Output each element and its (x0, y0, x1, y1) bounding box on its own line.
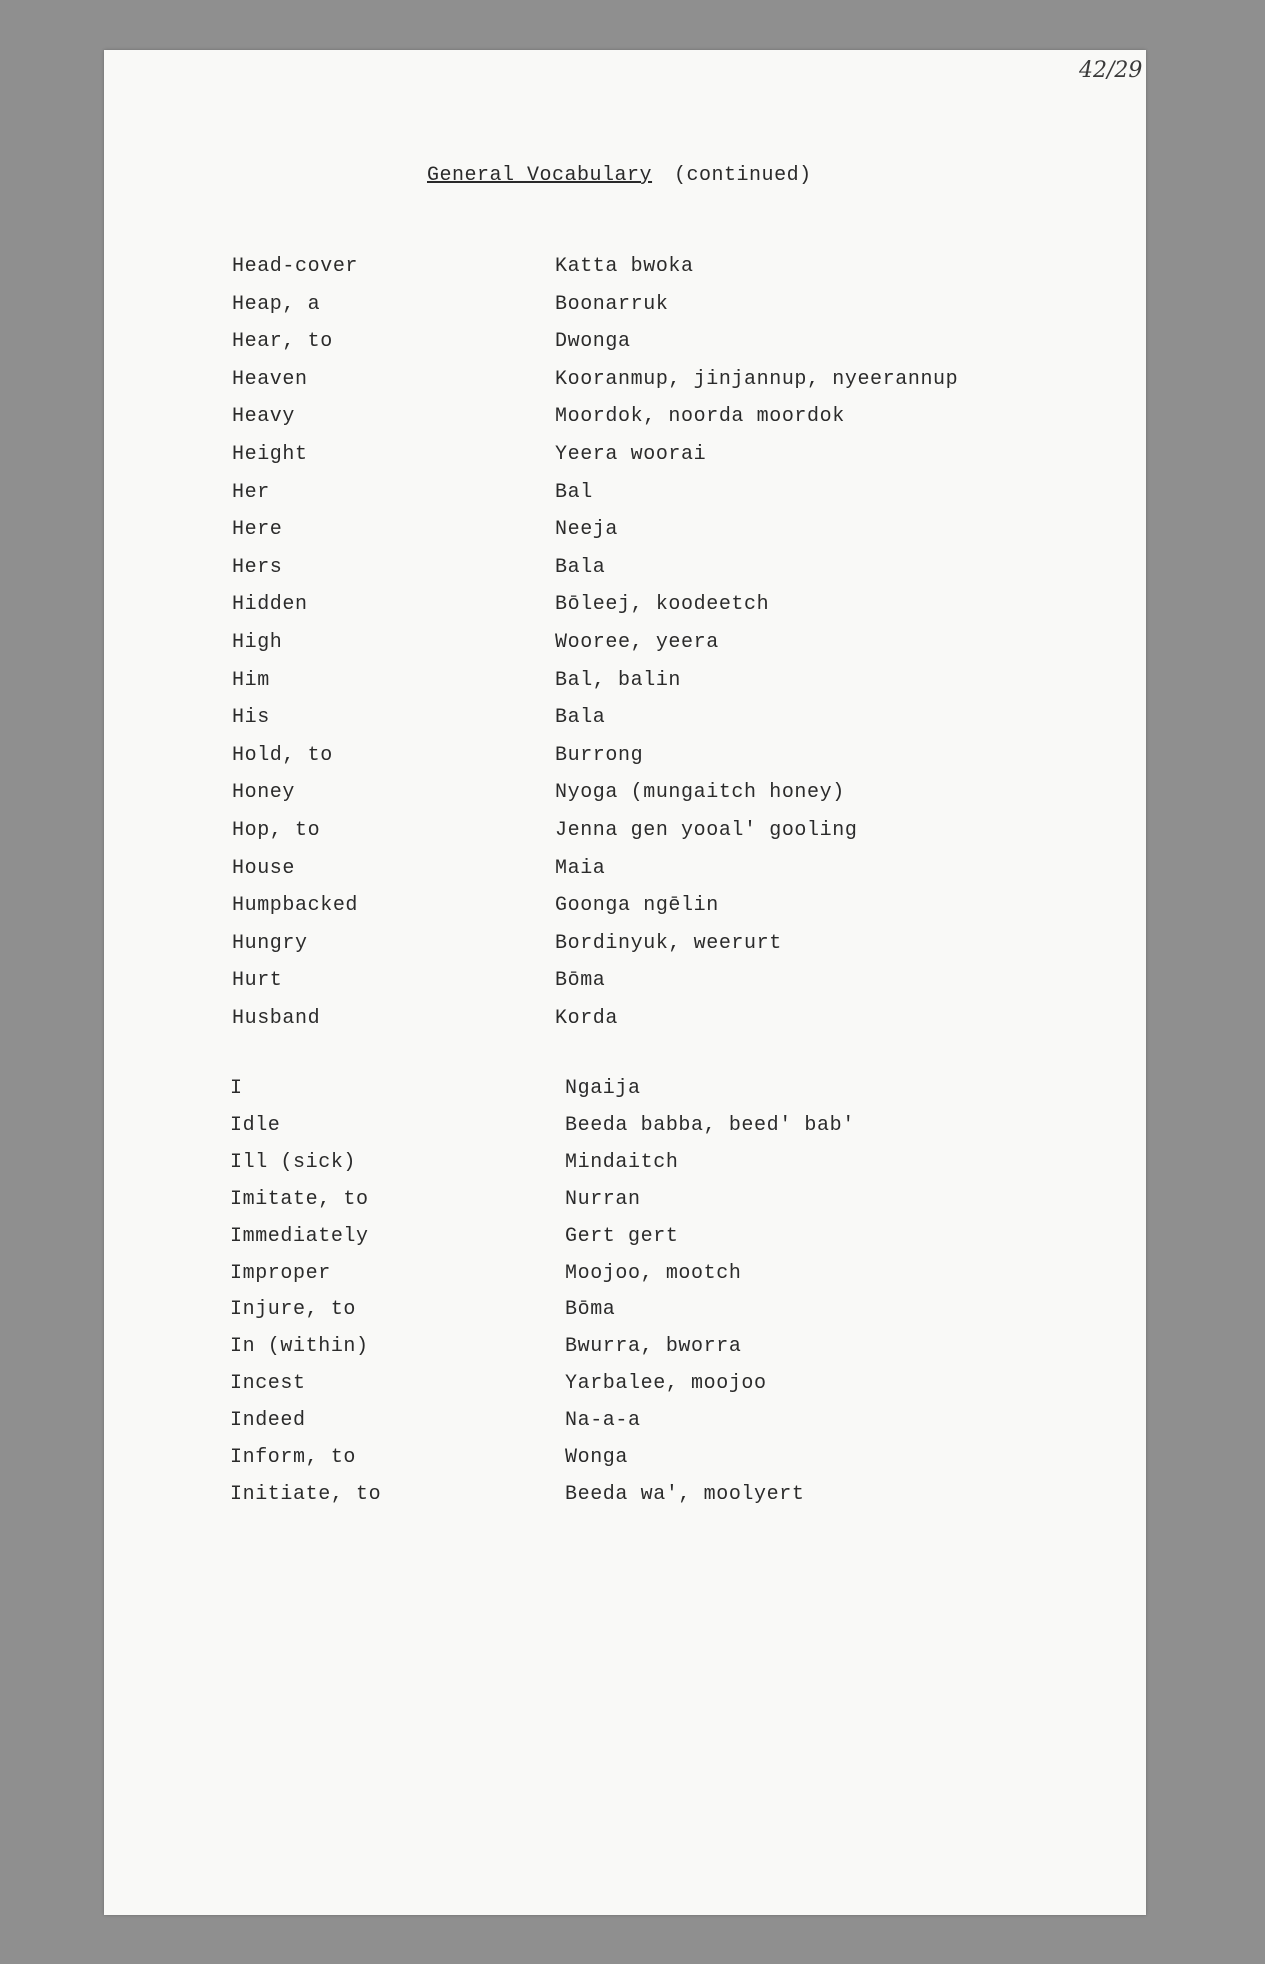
vocab-translation: Dwonga (555, 330, 631, 353)
vocab-translation: Nyoga (mungaitch honey) (555, 781, 845, 804)
document-page (104, 50, 1146, 1915)
vocab-term: Immediately (230, 1225, 369, 1248)
vocab-translation: Korda (555, 1007, 619, 1030)
vocab-entry (104, 894, 1146, 924)
vocab-entry (104, 368, 1146, 398)
vocab-term: Ill (sick) (230, 1151, 357, 1174)
vocab-entry (104, 1372, 1146, 1402)
vocab-entry (104, 405, 1146, 435)
vocab-term: Heavy (232, 405, 296, 428)
vocab-entry (104, 556, 1146, 586)
vocab-term: Indeed (230, 1409, 306, 1432)
vocab-translation: Bōleej, koodeetch (555, 593, 770, 616)
vocab-term: Hold, to (232, 744, 333, 767)
vocab-term: Idle (230, 1114, 281, 1137)
vocab-translation: Ngaija (565, 1077, 641, 1100)
vocab-translation: Goonga ngēlin (555, 894, 719, 917)
vocab-entry (104, 1298, 1146, 1328)
vocab-term: High (232, 631, 283, 654)
vocab-entry (104, 1262, 1146, 1292)
vocab-entry (104, 1409, 1146, 1439)
vocab-term: Hurt (232, 969, 283, 992)
vocab-term: Honey (232, 781, 296, 804)
vocab-entry (104, 1483, 1146, 1513)
vocab-entry (104, 744, 1146, 774)
vocab-entry (104, 669, 1146, 699)
vocab-entry (104, 481, 1146, 511)
vocab-entry (104, 1188, 1146, 1218)
vocab-entry (104, 1007, 1146, 1037)
vocab-entry (104, 932, 1146, 962)
vocab-entry (104, 1335, 1146, 1365)
vocab-term: I (230, 1077, 243, 1100)
vocab-entry (104, 443, 1146, 473)
vocab-entry (104, 631, 1146, 661)
vocab-translation: Bala (555, 556, 606, 579)
vocab-term: Height (232, 443, 308, 466)
vocab-entry (104, 1114, 1146, 1144)
vocab-translation: Bal, balin (555, 669, 682, 692)
vocab-translation: Maia (555, 857, 606, 880)
vocab-term: Incest (230, 1372, 306, 1395)
vocab-translation: Nurran (565, 1188, 641, 1211)
vocab-term: Initiate, to (230, 1483, 382, 1506)
vocab-term: Improper (230, 1262, 331, 1285)
page-title: General Vocabulary (427, 164, 653, 187)
vocab-entry (104, 293, 1146, 323)
vocab-term: Imitate, to (230, 1188, 369, 1211)
vocab-entry (104, 857, 1146, 887)
vocab-term: Head-cover (232, 255, 359, 278)
vocab-translation: Neeja (555, 518, 619, 541)
vocab-translation: Beeda wa', moolyert (565, 1483, 805, 1506)
vocab-translation: Gert gert (565, 1225, 679, 1248)
vocab-term: Heaven (232, 368, 308, 391)
vocab-term: Inform, to (230, 1446, 357, 1469)
vocab-entry (104, 1446, 1146, 1476)
vocab-translation: Bordinyuk, weerurt (555, 932, 782, 955)
vocab-translation: Bōma (565, 1298, 616, 1321)
vocab-translation: Beeda babba, beed' bab' (565, 1114, 855, 1137)
vocab-translation: Moojoo, mootch (565, 1262, 742, 1285)
vocabulary-list (104, 50, 1146, 1915)
vocab-entry (104, 969, 1146, 999)
vocab-term: His (232, 706, 270, 729)
vocab-entry (104, 593, 1146, 623)
vocab-translation: Yarbalee, moojoo (565, 1372, 767, 1395)
vocab-translation: Burrong (555, 744, 644, 767)
vocab-term: Injure, to (230, 1298, 357, 1321)
vocab-term: House (232, 857, 296, 880)
vocab-translation: Bal (555, 481, 593, 504)
vocab-translation: Wonga (565, 1446, 629, 1469)
vocab-entry (104, 255, 1146, 285)
vocab-entry (104, 330, 1146, 360)
vocab-translation: Yeera woorai (555, 443, 707, 466)
vocab-translation: Na-a-a (565, 1409, 641, 1432)
vocab-translation: Mindaitch (565, 1151, 679, 1174)
vocab-translation: Moordok, noorda moordok (555, 405, 845, 428)
vocab-translation: Bōma (555, 969, 606, 992)
vocab-translation: Jenna gen yooal' gooling (555, 819, 858, 842)
vocab-term: Hungry (232, 932, 308, 955)
vocab-translation: Bala (555, 706, 606, 729)
vocab-term: Heap, a (232, 293, 321, 316)
page-number: 42/29 (1079, 58, 1143, 83)
vocab-term: Here (232, 518, 283, 541)
vocab-term: Hers (232, 556, 283, 579)
vocab-term: Husband (232, 1007, 321, 1030)
vocab-term: Her (232, 481, 270, 504)
vocab-translation: Boonarruk (555, 293, 669, 316)
vocab-entry (104, 781, 1146, 811)
page-subtitle: (continued) (674, 164, 812, 187)
vocab-translation: Wooree, yeera (555, 631, 719, 654)
vocab-term: Hear, to (232, 330, 333, 353)
vocab-entry (104, 819, 1146, 849)
vocab-term: In (within) (230, 1335, 369, 1358)
vocab-entry (104, 706, 1146, 736)
vocab-entry (104, 1077, 1146, 1107)
vocab-entry (104, 1151, 1146, 1181)
vocab-term: Humpbacked (232, 894, 359, 917)
vocab-translation: Kooranmup, jinjannup, nyeerannup (555, 368, 959, 391)
vocab-term: Hidden (232, 593, 308, 616)
vocab-term: Hop, to (232, 819, 321, 842)
vocab-translation: Bwurra, bworra (565, 1335, 742, 1358)
vocab-entry (104, 1225, 1146, 1255)
vocab-entry (104, 518, 1146, 548)
vocab-translation: Katta bwoka (555, 255, 694, 278)
vocab-term: Him (232, 669, 270, 692)
